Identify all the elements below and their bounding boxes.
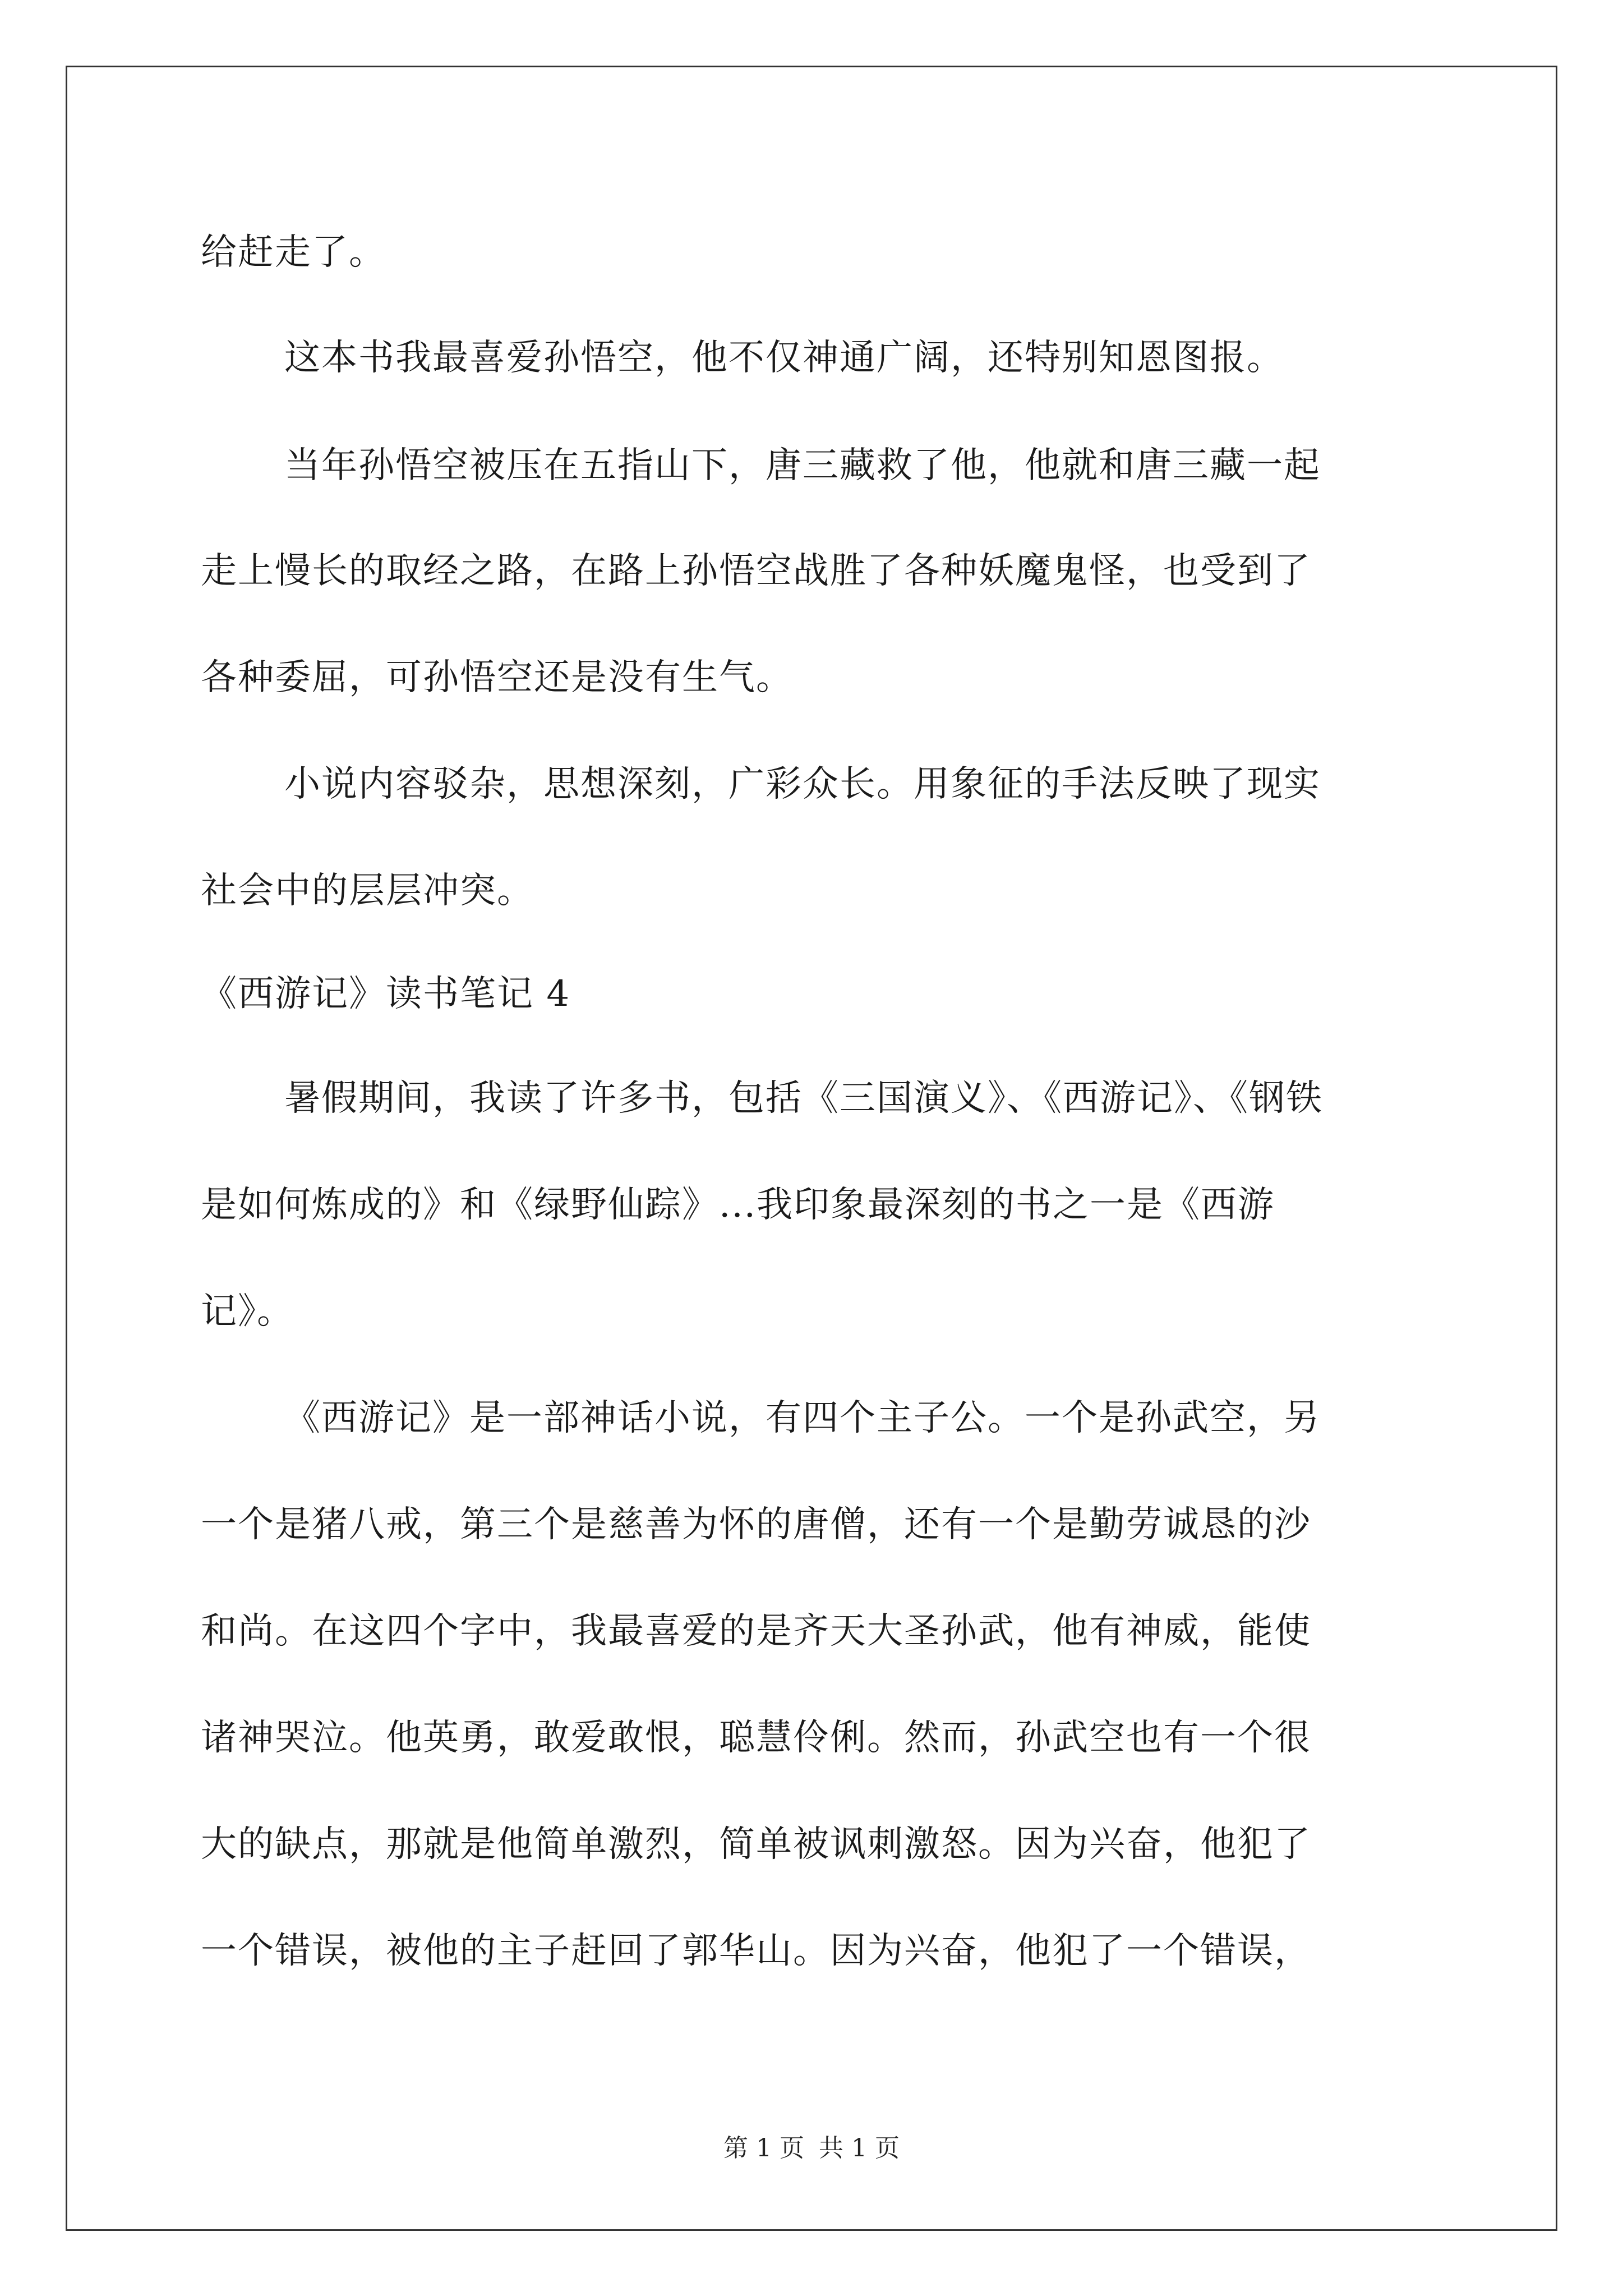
text-line: 一个错误，被他的主子赶回了郭华山。因为兴奋，他犯了一个错误， — [201, 1930, 1311, 1972]
page-total: 共 1 页 — [819, 2134, 900, 2162]
page-number: 第 1 页 — [723, 2134, 804, 2162]
page-footer — [0, 2132, 1623, 2165]
text-line: 各种委屈，可孙悟空还是没有生气。 — [201, 657, 793, 698]
text-line: 走上慢长的取经之路，在路上孙悟空战胜了各种妖魔鬼怪，也受到了 — [201, 550, 1311, 592]
text-line: 和尚。在这四个字中，我最喜爱的是齐天大圣孙武，他有神威，能使 — [201, 1611, 1311, 1652]
text-line: 诸神哭泣。他英勇，敢爱敢恨，聪慧伶俐。然而，孙武空也有一个很 — [201, 1717, 1311, 1759]
text-line: 一个是猪八戒，第三个是慈善为怀的唐僧，还有一个是勤劳诚恳的沙 — [201, 1504, 1311, 1545]
text-line: 大的缺点，那就是他简单激烈，简单被讽刺激怒。因为兴奋，他犯了 — [201, 1824, 1311, 1865]
section-heading: 《西游记》读书笔记 4 — [201, 973, 571, 1015]
text-line: 暑假期间，我读了许多书，包括《三国演义》、《西游记》、《钢铁 — [284, 1078, 1323, 1119]
text-line: 小说内容驳杂，思想深刻，广彩众长。用象征的手法反映了现实 — [284, 763, 1321, 805]
text-line: 社会中的层层冲突。 — [201, 870, 534, 912]
text-line: 《西游记》是一部神话小说，有四个主子公。一个是孙武空，另 — [284, 1397, 1321, 1439]
page-border — [66, 66, 1557, 2231]
text-line: 给赶走了。 — [201, 232, 386, 273]
text-line: 当年孙悟空被压在五指山下，唐三藏救了他，他就和唐三藏一起 — [284, 445, 1321, 486]
text-line: 是如何炼成的》和《绿野仙踪》...我印象最深刻的书之一是《西游 — [201, 1184, 1275, 1226]
text-line: 记》。 — [201, 1291, 294, 1332]
text-line: 这本书我最喜爱孙悟空，他不仅神通广阔，还特别知恩图报。 — [284, 337, 1284, 379]
